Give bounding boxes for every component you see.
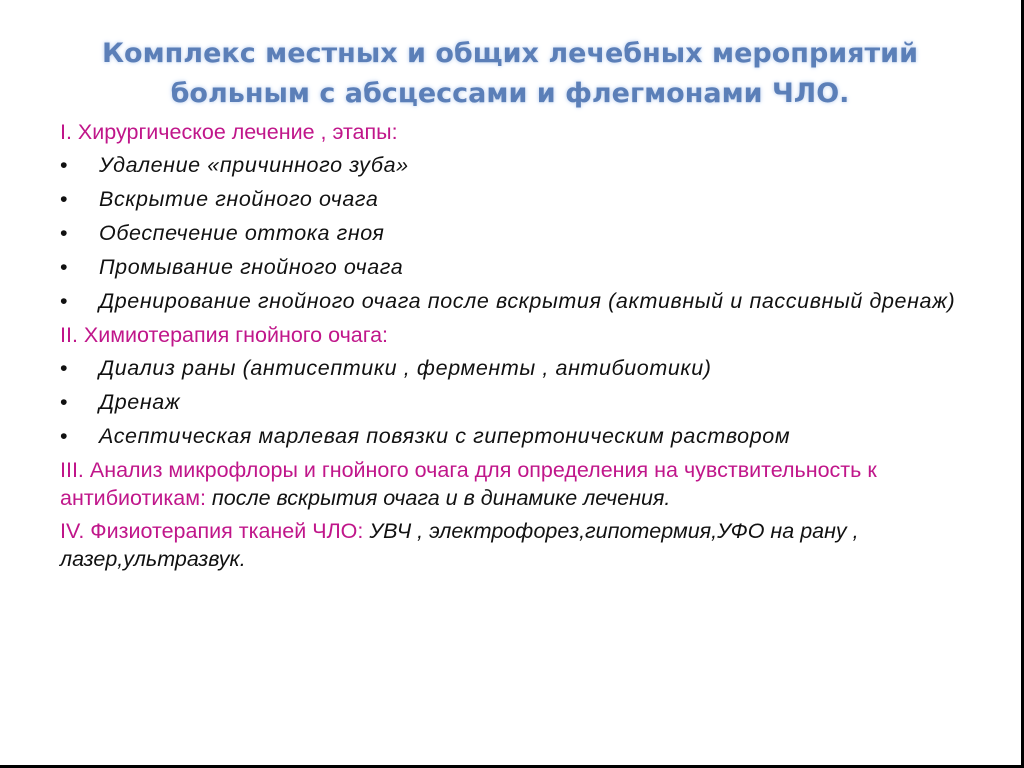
bullet: • [60,356,69,380]
surgical-steps-list [60,151,960,315]
bullet: • [60,424,69,448]
slide-title [0,34,1020,114]
list-item: • Дренаж [60,390,181,414]
list-item: • Дренирование гнойного очага после вскрытия (активный и пассивный дренаж) [60,289,956,313]
title-line-1: Комплекс местных и общих лечебных мероприятий [101,38,919,69]
chemotherapy-list [60,354,960,450]
bullet: • [60,153,69,177]
bullet: • [60,289,69,313]
list-item: • Диализ раны (антисептики , ферменты , антибиотики) [60,356,712,380]
list-item: • Удаление «причинного зуба» [60,153,409,177]
list-item: • Обеспечение оттока гноя [60,221,385,245]
slide-body [60,118,960,578]
list-item: • Асептическая марлевая повязки с гипертоническим раствором [60,424,791,448]
title-line-2: больным с абсцессами и флегмонами ЧЛО. [170,78,850,109]
list-item: • Промывание гнойного очага [60,255,404,279]
section-note-microflora: после вскрытия очага и в динамике лечения. [205,486,671,510]
bullet: • [60,255,69,279]
section-physiotherapy [60,517,960,573]
section-note-physiotherapy: УВЧ , электрофорез,гипотермия,УФО на рану , лазер,ультразвук. [60,519,859,571]
section-microflora-analysis [60,456,960,512]
section-heading-chemotherapy: II. Химиотерапия гнойного очага: [60,323,389,347]
list-item: • Вскрытие гнойного очага [60,187,379,211]
section-heading-physiotherapy: IV. Физиотерапия тканей ЧЛО: [60,519,364,543]
section-heading-surgical: I. Хирургическое лечение , этапы: [60,120,398,144]
section-heading-microflora: III. Анализ микрофлоры и гнойного очага для определения на чувствительность к антибиотикам: [60,458,877,510]
bullet: • [60,187,69,211]
bullet: • [60,390,69,414]
bullet: • [60,221,69,245]
